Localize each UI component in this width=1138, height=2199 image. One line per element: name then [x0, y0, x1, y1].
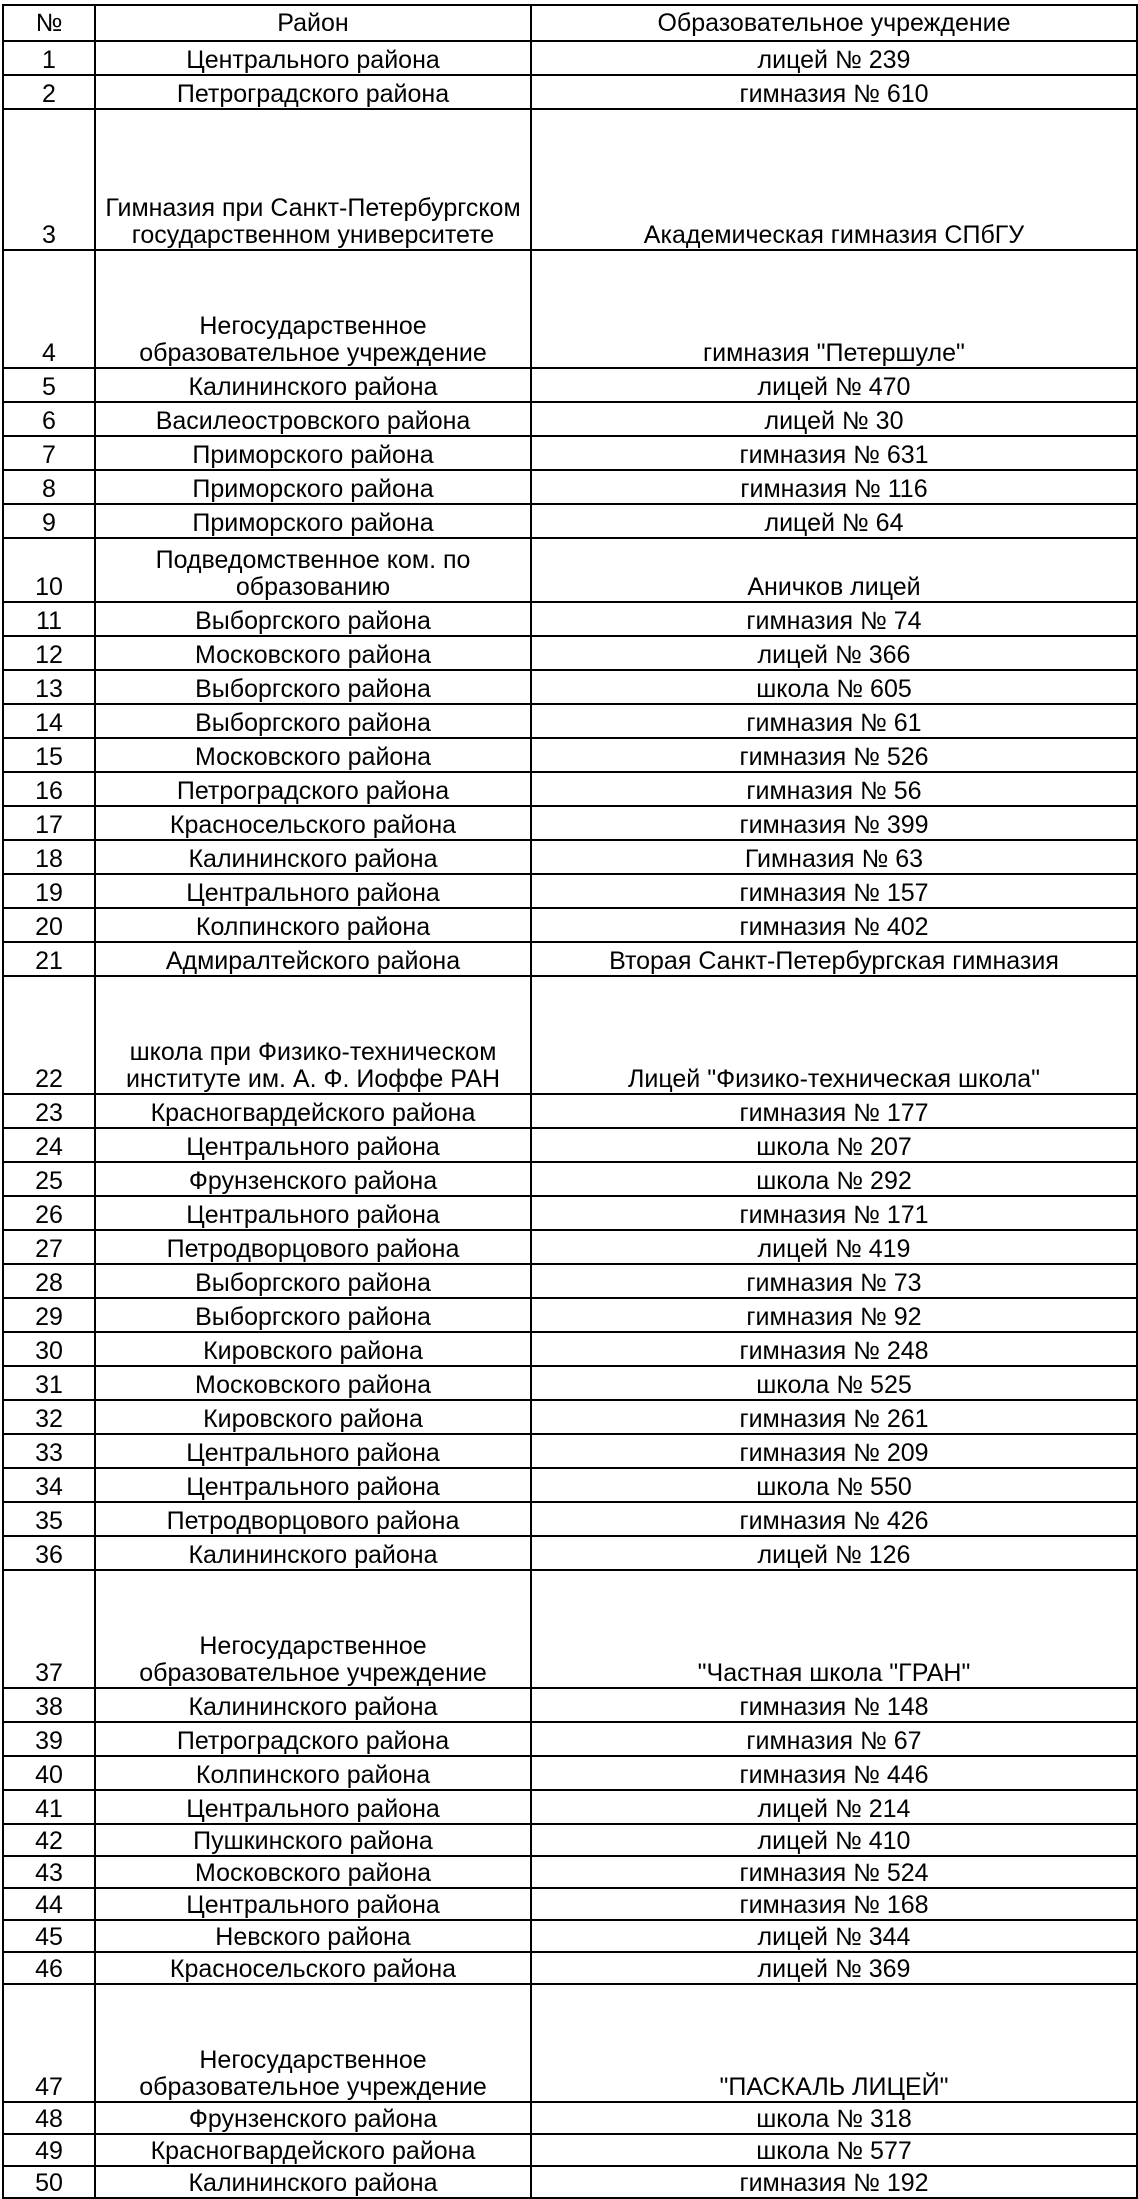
- row-num-cell: 25: [3, 1162, 95, 1196]
- row-district-cell: Выборгского района: [95, 602, 531, 636]
- table-row: [3, 2166, 1137, 2198]
- row-num-cell: 48: [3, 2102, 95, 2134]
- table-row: [3, 1722, 1137, 1756]
- row-num-cell: 33: [3, 1434, 95, 1468]
- table-row: [3, 1856, 1137, 1888]
- row-institution-cell: гимназия № 526: [531, 738, 1137, 772]
- row-num-cell: 28: [3, 1264, 95, 1298]
- row-district-cell: Выборгского района: [95, 704, 531, 738]
- row-num-cell: 27: [3, 1230, 95, 1264]
- table-row: [3, 1230, 1137, 1264]
- row-num-cell: 42: [3, 1824, 95, 1856]
- row-institution-cell: гимназия "Петершуле": [531, 250, 1137, 368]
- row-institution-cell: гимназия № 92: [531, 1298, 1137, 1332]
- table-row: [3, 1688, 1137, 1722]
- row-num-cell: 39: [3, 1722, 95, 1756]
- row-district-cell: Калининского района: [95, 1688, 531, 1722]
- row-institution-cell: гимназия № 56: [531, 772, 1137, 806]
- row-district-cell: Подведомственное ком. по образованию: [95, 538, 531, 602]
- row-district-cell: Василеостровского района: [95, 402, 531, 436]
- row-institution-cell: лицей № 30: [531, 402, 1137, 436]
- table-row: [3, 1264, 1137, 1298]
- row-institution-cell: Академическая гимназия СПбГУ: [531, 109, 1137, 250]
- row-district-cell: Выборгского района: [95, 1298, 531, 1332]
- row-institution-cell: Аничков лицей: [531, 538, 1137, 602]
- row-district-cell: Центрального района: [95, 1128, 531, 1162]
- row-institution-cell: гимназия № 399: [531, 806, 1137, 840]
- row-district-cell: Калининского района: [95, 1536, 531, 1570]
- table-row: [3, 109, 1137, 250]
- row-num-cell: 11: [3, 602, 95, 636]
- row-num-cell: 16: [3, 772, 95, 806]
- table-body: [3, 41, 1137, 2198]
- row-institution-cell: гимназия № 116: [531, 470, 1137, 504]
- row-district-cell: Колпинского района: [95, 908, 531, 942]
- table-row: [3, 1196, 1137, 1230]
- row-institution-cell: Гимназия № 63: [531, 840, 1137, 874]
- row-district-cell: Приморского района: [95, 504, 531, 538]
- row-num-cell: 9: [3, 504, 95, 538]
- row-institution-cell: лицей № 369: [531, 1952, 1137, 1984]
- row-district-cell: Невского района: [95, 1920, 531, 1952]
- row-num-cell: 8: [3, 470, 95, 504]
- row-institution-cell: лицей № 239: [531, 41, 1137, 75]
- row-institution-cell: школа № 550: [531, 1468, 1137, 1502]
- row-num-cell: 31: [3, 1366, 95, 1400]
- table-row: [3, 1570, 1137, 1688]
- row-institution-cell: гимназия № 192: [531, 2166, 1137, 2198]
- row-district-cell: Калининского района: [95, 2166, 531, 2198]
- table-row: [3, 1952, 1137, 1984]
- row-num-cell: 17: [3, 806, 95, 840]
- row-institution-cell: Лицей "Физико-техническая школа": [531, 976, 1137, 1094]
- table-row: [3, 602, 1137, 636]
- table-row: [3, 1434, 1137, 1468]
- row-num-cell: 5: [3, 368, 95, 402]
- row-institution-cell: гимназия № 402: [531, 908, 1137, 942]
- row-institution-cell: лицей № 470: [531, 368, 1137, 402]
- row-district-cell: Московского района: [95, 1856, 531, 1888]
- row-institution-cell: гимназия № 67: [531, 1722, 1137, 1756]
- row-num-cell: 45: [3, 1920, 95, 1952]
- row-num-cell: 36: [3, 1536, 95, 1570]
- row-district-cell: Петродворцового района: [95, 1230, 531, 1264]
- table-row: [3, 942, 1137, 976]
- row-district-cell: Колпинского района: [95, 1756, 531, 1790]
- row-num-cell: 20: [3, 908, 95, 942]
- table-row: [3, 1920, 1137, 1952]
- row-district-cell: Негосударственное образовательное учреждение: [95, 1984, 531, 2102]
- row-num-cell: 14: [3, 704, 95, 738]
- table-row: [3, 402, 1137, 436]
- row-institution-cell: гимназия № 248: [531, 1332, 1137, 1366]
- table-row: [3, 1888, 1137, 1920]
- row-district-cell: Калининского района: [95, 840, 531, 874]
- table-row: [3, 670, 1137, 704]
- row-institution-cell: гимназия № 426: [531, 1502, 1137, 1536]
- table-row: [3, 1094, 1137, 1128]
- row-district-cell: Красносельского района: [95, 1952, 531, 1984]
- row-num-cell: 15: [3, 738, 95, 772]
- row-num-cell: 29: [3, 1298, 95, 1332]
- table-row: [3, 704, 1137, 738]
- row-district-cell: Негосударственное образовательное учреждение: [95, 250, 531, 368]
- table-row: [3, 1400, 1137, 1434]
- row-institution-cell: лицей № 214: [531, 1790, 1137, 1824]
- row-num-cell: 50: [3, 2166, 95, 2198]
- row-institution-cell: гимназия № 446: [531, 1756, 1137, 1790]
- row-district-cell: Гимназия при Санкт-Петербургском государственном университете: [95, 109, 531, 250]
- row-district-cell: Фрунзенского района: [95, 1162, 531, 1196]
- row-district-cell: Адмиралтейского района: [95, 942, 531, 976]
- row-institution-cell: гимназия № 61: [531, 704, 1137, 738]
- header-num: №: [3, 5, 95, 41]
- row-institution-cell: гимназия № 524: [531, 1856, 1137, 1888]
- row-institution-cell: гимназия № 74: [531, 602, 1137, 636]
- row-num-cell: 47: [3, 1984, 95, 2102]
- schools-table: [2, 4, 1138, 2199]
- table-row: [3, 840, 1137, 874]
- row-institution-cell: гимназия № 157: [531, 874, 1137, 908]
- row-num-cell: 21: [3, 942, 95, 976]
- row-institution-cell: лицей № 344: [531, 1920, 1137, 1952]
- table-row: [3, 2102, 1137, 2134]
- row-num-cell: 37: [3, 1570, 95, 1688]
- row-institution-cell: Вторая Санкт-Петербургская гимназия: [531, 942, 1137, 976]
- row-district-cell: Пушкинского района: [95, 1824, 531, 1856]
- table-row: [3, 436, 1137, 470]
- table-row: [3, 41, 1137, 75]
- row-district-cell: Центрального района: [95, 41, 531, 75]
- table-row: [3, 470, 1137, 504]
- row-district-cell: Красногвардейского района: [95, 1094, 531, 1128]
- row-institution-cell: лицей № 410: [531, 1824, 1137, 1856]
- row-institution-cell: школа № 577: [531, 2134, 1137, 2166]
- row-num-cell: 49: [3, 2134, 95, 2166]
- row-num-cell: 34: [3, 1468, 95, 1502]
- row-district-cell: Красногвардейского района: [95, 2134, 531, 2166]
- table-row: [3, 368, 1137, 402]
- table-row: [3, 1468, 1137, 1502]
- row-district-cell: Петроградского района: [95, 75, 531, 109]
- row-district-cell: Выборгского района: [95, 670, 531, 704]
- row-num-cell: 32: [3, 1400, 95, 1434]
- row-num-cell: 30: [3, 1332, 95, 1366]
- row-institution-cell: гимназия № 261: [531, 1400, 1137, 1434]
- row-district-cell: Петроградского района: [95, 1722, 531, 1756]
- row-institution-cell: школа № 207: [531, 1128, 1137, 1162]
- row-num-cell: 23: [3, 1094, 95, 1128]
- row-num-cell: 1: [3, 41, 95, 75]
- table-row: [3, 504, 1137, 538]
- row-district-cell: Московского района: [95, 738, 531, 772]
- row-district-cell: Приморского района: [95, 436, 531, 470]
- row-num-cell: 40: [3, 1756, 95, 1790]
- row-num-cell: 12: [3, 636, 95, 670]
- table-row: [3, 1162, 1137, 1196]
- row-district-cell: Негосударственное образовательное учреждение: [95, 1570, 531, 1688]
- row-num-cell: 41: [3, 1790, 95, 1824]
- row-num-cell: 18: [3, 840, 95, 874]
- row-institution-cell: гимназия № 73: [531, 1264, 1137, 1298]
- row-institution-cell: лицей № 366: [531, 636, 1137, 670]
- header-institution: Образовательное учреждение: [531, 5, 1137, 41]
- table-row: [3, 1128, 1137, 1162]
- row-institution-cell: гимназия № 631: [531, 436, 1137, 470]
- row-num-cell: 6: [3, 402, 95, 436]
- row-institution-cell: лицей № 126: [531, 1536, 1137, 1570]
- table-row: [3, 772, 1137, 806]
- row-institution-cell: школа № 525: [531, 1366, 1137, 1400]
- row-institution-cell: лицей № 419: [531, 1230, 1137, 1264]
- row-num-cell: 3: [3, 109, 95, 250]
- row-institution-cell: гимназия № 209: [531, 1434, 1137, 1468]
- row-institution-cell: лицей № 64: [531, 504, 1137, 538]
- row-num-cell: 13: [3, 670, 95, 704]
- row-num-cell: 26: [3, 1196, 95, 1230]
- table-row: [3, 1298, 1137, 1332]
- row-district-cell: школа при Физико-техническом институте им. А. Ф. Иоффе РАН: [95, 976, 531, 1094]
- table-row: [3, 806, 1137, 840]
- row-district-cell: Петродворцового района: [95, 1502, 531, 1536]
- row-district-cell: Красносельского района: [95, 806, 531, 840]
- row-district-cell: Центрального района: [95, 1888, 531, 1920]
- row-institution-cell: школа № 318: [531, 2102, 1137, 2134]
- row-district-cell: Приморского района: [95, 470, 531, 504]
- table-row: [3, 1502, 1137, 1536]
- row-institution-cell: гимназия № 148: [531, 1688, 1137, 1722]
- table-row: [3, 250, 1137, 368]
- table-row: [3, 1536, 1137, 1570]
- table-row: [3, 1984, 1137, 2102]
- row-institution-cell: гимназия № 177: [531, 1094, 1137, 1128]
- table-row: [3, 75, 1137, 109]
- row-num-cell: 35: [3, 1502, 95, 1536]
- table-row: [3, 1824, 1137, 1856]
- row-num-cell: 24: [3, 1128, 95, 1162]
- table-row: [3, 874, 1137, 908]
- table-header-row: [3, 5, 1137, 41]
- row-num-cell: 46: [3, 1952, 95, 1984]
- row-institution-cell: гимназия № 168: [531, 1888, 1137, 1920]
- table-row: [3, 976, 1137, 1094]
- row-num-cell: 2: [3, 75, 95, 109]
- row-district-cell: Центрального района: [95, 1790, 531, 1824]
- row-district-cell: Московского района: [95, 1366, 531, 1400]
- row-institution-cell: школа № 292: [531, 1162, 1137, 1196]
- row-institution-cell: "ПАСКАЛЬ ЛИЦЕЙ": [531, 1984, 1137, 2102]
- header-district: Район: [95, 5, 531, 41]
- row-num-cell: 22: [3, 976, 95, 1094]
- table-row: [3, 908, 1137, 942]
- row-district-cell: Петроградского района: [95, 772, 531, 806]
- row-num-cell: 38: [3, 1688, 95, 1722]
- row-district-cell: Центрального района: [95, 1196, 531, 1230]
- row-institution-cell: гимназия № 610: [531, 75, 1137, 109]
- row-district-cell: Центрального района: [95, 1434, 531, 1468]
- row-num-cell: 44: [3, 1888, 95, 1920]
- table-row: [3, 1790, 1137, 1824]
- table-row: [3, 1332, 1137, 1366]
- row-district-cell: Московского района: [95, 636, 531, 670]
- row-district-cell: Выборгского района: [95, 1264, 531, 1298]
- row-institution-cell: гимназия № 171: [531, 1196, 1137, 1230]
- row-num-cell: 19: [3, 874, 95, 908]
- row-district-cell: Кировского района: [95, 1332, 531, 1366]
- table-row: [3, 636, 1137, 670]
- row-num-cell: 43: [3, 1856, 95, 1888]
- row-num-cell: 10: [3, 538, 95, 602]
- row-institution-cell: "Частная школа "ГРАН": [531, 1570, 1137, 1688]
- row-district-cell: Кировского района: [95, 1400, 531, 1434]
- table-row: [3, 738, 1137, 772]
- table-row: [3, 1366, 1137, 1400]
- row-num-cell: 7: [3, 436, 95, 470]
- row-district-cell: Центрального района: [95, 1468, 531, 1502]
- row-num-cell: 4: [3, 250, 95, 368]
- row-district-cell: Центрального района: [95, 874, 531, 908]
- table-row: [3, 538, 1137, 602]
- row-district-cell: Фрунзенского района: [95, 2102, 531, 2134]
- row-institution-cell: школа № 605: [531, 670, 1137, 704]
- row-district-cell: Калининского района: [95, 368, 531, 402]
- table-row: [3, 2134, 1137, 2166]
- table-row: [3, 1756, 1137, 1790]
